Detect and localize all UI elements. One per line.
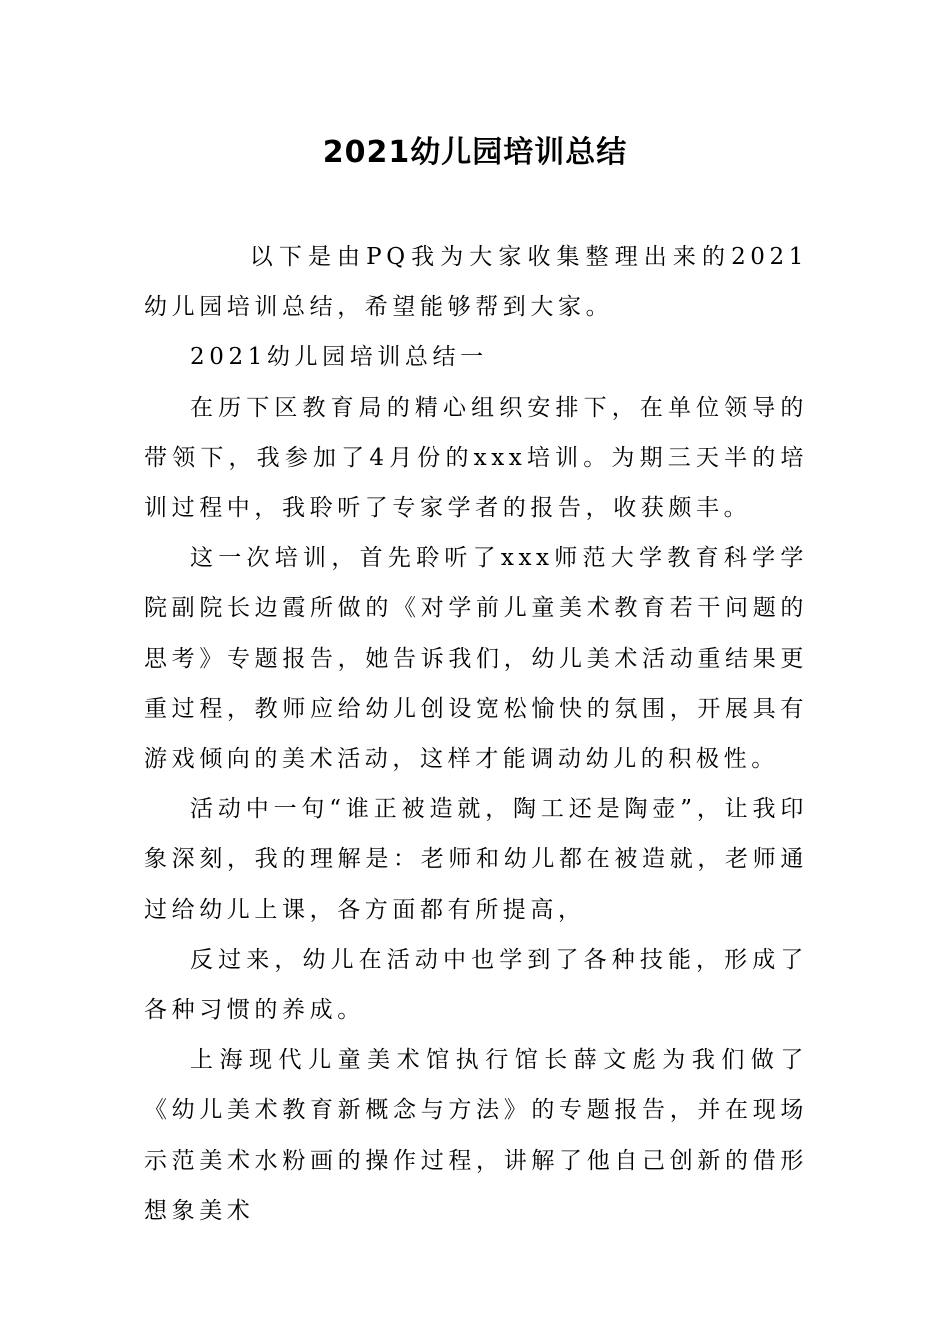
body-paragraph: 在历下区教育局的精心组织安排下，在单位领导的带领下，我参加了4月份的xxx培训。为期三天半的培训过程中，我聆听了专家学者的报告，收获颇丰。 <box>144 394 808 522</box>
body-paragraph: 这一次培训，首先聆听了xxx师范大学教育科学学院副院长边霞所做的《对学前儿童美术教育若干问题的思考》专题报告，她告诉我们，幼儿美术活动重结果更重过程，教师应给幼儿创设宽松愉快的氛围，开展具有游戏倾向的美术活动，这样才能调动幼儿的积极性。 <box>144 545 808 773</box>
document-title: 2021幼儿园培训总结 <box>322 135 628 170</box>
document-body <box>144 232 808 1236</box>
body-paragraph: 上海现代儿童美术馆执行馆长薛文彪为我们做了《幼儿美术教育新概念与方法》的专题报告，并在现场示范美术水粉画的操作过程，讲解了他自己创新的借形想象美术 <box>144 1047 808 1224</box>
intro-paragraph: 以下是由PQ我为大家收集整理出来的2021幼儿园培训总结，希望能够帮到大家。 <box>144 244 808 321</box>
section-heading: 2021幼儿园培训总结一 <box>190 344 488 371</box>
body-paragraph: 反过来，幼儿在活动中也学到了各种技能，形成了各种习惯的养成。 <box>144 946 808 1024</box>
body-paragraph: 活动中一句“谁正被造就，陶工还是陶壶”，让我印象深刻，我的理解是：老师和幼儿都在被造就，老师通过给幼儿上课，各方面都有所提高， <box>144 796 808 923</box>
